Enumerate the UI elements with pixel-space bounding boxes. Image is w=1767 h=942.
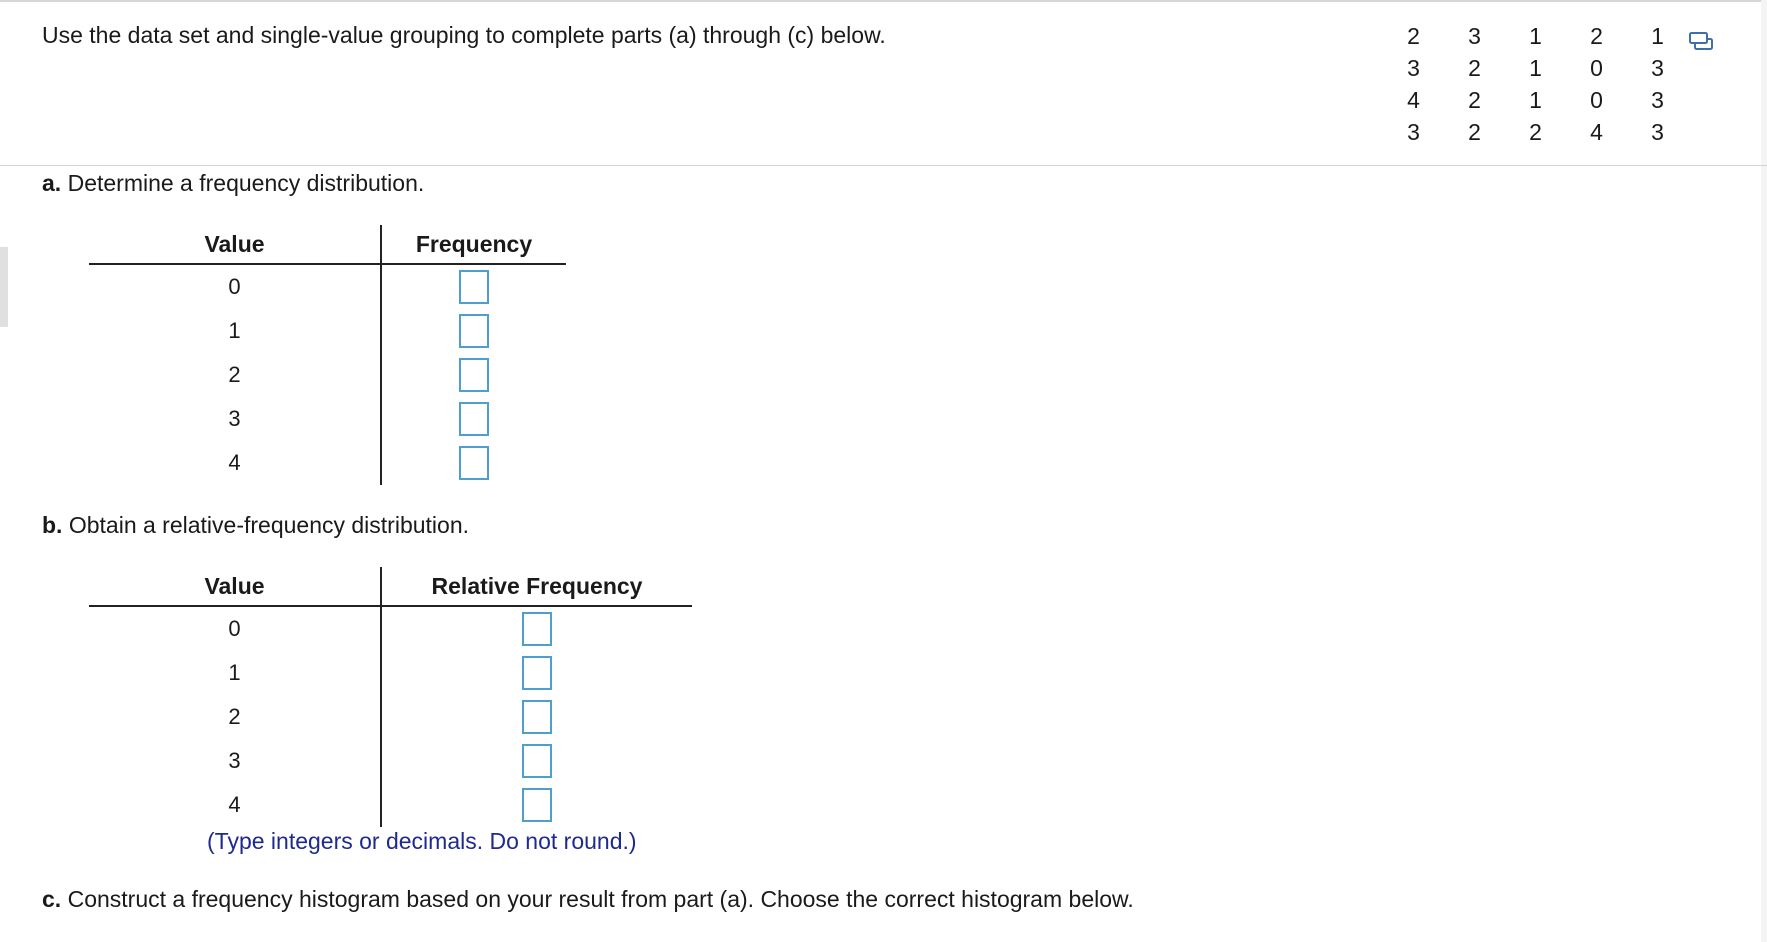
dataset-cell: 2 <box>1529 118 1542 145</box>
part-b-text: Obtain a relative-frequency distribution. <box>62 512 469 538</box>
relative-frequency-input-cell <box>382 651 692 695</box>
dataset-cell: 0 <box>1590 86 1603 113</box>
part-b-letter: b. <box>42 512 63 538</box>
dataset-cell: 3 <box>1651 86 1664 113</box>
value-cell: 4 <box>228 450 241 475</box>
frequency-input-cell <box>382 397 566 441</box>
question-text: Use the data set and single-value grouping to complete parts (a) through (c) below. <box>42 22 886 48</box>
relative-frequency-input-1[interactable] <box>522 656 552 690</box>
frequency-table <box>89 225 566 485</box>
dataset-row <box>1383 20 1688 52</box>
frequency-input-cell <box>382 353 566 397</box>
relative-frequency-input-column <box>380 607 692 827</box>
dataset-cell: 1 <box>1529 22 1542 49</box>
relative-frequency-input-4[interactable] <box>522 788 552 822</box>
dataset-cell: 4 <box>1407 86 1420 113</box>
dataset-grid <box>1383 20 1688 148</box>
relative-frequency-input-cell <box>382 783 692 827</box>
relative-frequency-input-0[interactable] <box>522 612 552 646</box>
relative-frequency-input-cell <box>382 695 692 739</box>
relative-frequency-table-body <box>89 607 692 827</box>
relative-frequency-input-3[interactable] <box>522 744 552 778</box>
part-a-text: Determine a frequency distribution. <box>61 170 425 196</box>
value-cell: 0 <box>228 616 241 641</box>
value-cell: 2 <box>228 704 241 729</box>
dataset-cell: 2 <box>1468 86 1481 113</box>
frequency-input-cell <box>382 441 566 485</box>
relative-frequency-input-2[interactable] <box>522 700 552 734</box>
dataset-cell: 3 <box>1651 118 1664 145</box>
relative-frequency-column-header: Relative Frequency <box>380 567 692 605</box>
copy-icon-graphic <box>1688 31 1714 51</box>
dataset-row <box>1383 84 1688 116</box>
frequency-input-1[interactable] <box>459 314 489 348</box>
dataset-row <box>1383 52 1688 84</box>
dataset-cell: 3 <box>1407 54 1420 81</box>
right-edge-strip <box>1761 0 1767 942</box>
frequency-input-3[interactable] <box>459 402 489 436</box>
part-a-label <box>42 170 424 197</box>
frequency-input-2[interactable] <box>459 358 489 392</box>
dataset-cell: 1 <box>1651 22 1664 49</box>
value-cell: 0 <box>228 274 241 299</box>
dataset-cell: 2 <box>1590 22 1603 49</box>
section-divider <box>0 165 1767 166</box>
dataset-cell: 3 <box>1407 118 1420 145</box>
input-hint: (Type integers or decimals. Do not round.) <box>207 828 637 854</box>
relative-frequency-input-cell <box>382 739 692 783</box>
copy-icon[interactable] <box>1688 30 1714 50</box>
dataset-cell: 1 <box>1529 54 1542 81</box>
frequency-table-header <box>89 225 566 265</box>
frequency-input-0[interactable] <box>459 270 489 304</box>
value-cell: 4 <box>228 792 241 817</box>
dataset-cell: 2 <box>1407 22 1420 49</box>
value-column-header: Value <box>204 572 265 599</box>
frequency-input-4[interactable] <box>459 446 489 480</box>
relative-frequency-table-header <box>89 567 692 607</box>
dataset-cell: 2 <box>1468 118 1481 145</box>
value-cell: 3 <box>228 406 241 431</box>
left-edge-tab <box>0 247 8 327</box>
part-c-text: Construct a frequency histogram based on your result from part (a). Choose the correct histogram below. <box>61 886 1134 912</box>
value-cell: 3 <box>228 748 241 773</box>
frequency-column-header: Frequency <box>380 225 566 263</box>
frequency-input-cell <box>382 309 566 353</box>
part-c-letter: c. <box>42 886 62 912</box>
part-c-label <box>42 886 1134 913</box>
dataset-row <box>1383 116 1688 148</box>
value-cell: 1 <box>228 660 241 685</box>
value-column <box>89 265 380 485</box>
part-b-label <box>42 512 469 539</box>
value-column <box>89 607 380 827</box>
frequency-table-body <box>89 265 566 485</box>
part-a-letter: a. <box>42 170 62 196</box>
dataset-cell: 2 <box>1468 54 1481 81</box>
frequency-input-cell <box>382 265 566 309</box>
value-cell: 1 <box>228 318 241 343</box>
relative-frequency-input-cell <box>382 607 692 651</box>
dataset-cell: 4 <box>1590 118 1603 145</box>
value-cell: 2 <box>228 362 241 387</box>
dataset-cell: 3 <box>1468 22 1481 49</box>
dataset-cell: 1 <box>1529 86 1542 113</box>
dataset-cell: 0 <box>1590 54 1603 81</box>
frequency-input-column <box>380 265 566 485</box>
top-rule <box>0 0 1767 2</box>
dataset-cell: 3 <box>1651 54 1664 81</box>
value-column-header: Value <box>204 230 265 257</box>
relative-frequency-table <box>89 567 692 827</box>
